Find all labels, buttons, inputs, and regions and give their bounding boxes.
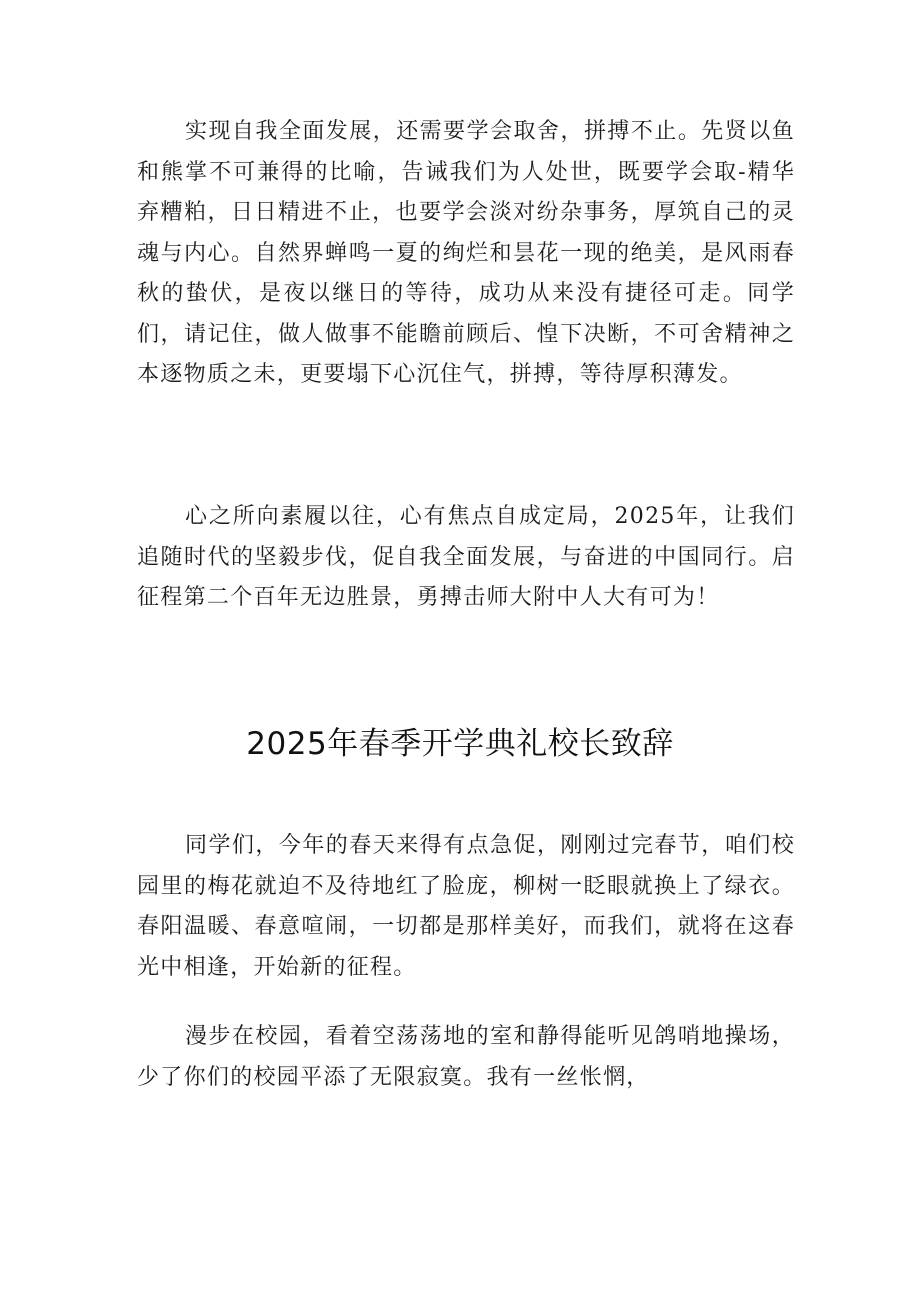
body-paragraph: 漫步在校园，看着空荡荡地的室和静得能听见鸽哨地操场，少了你们的校园平添了无限寂寞。我有一丝怅惘， [137,1024,795,1090]
speech-title: 2025年春季开学典礼校长致辞 [246,726,674,762]
body-paragraph: 实现自我全面发展，还需要学会取舍，拼搏不止。先贤以鱼和熊掌不可兼得的比喻，告诫我们为人处世，既要学会取-精华弃糟粕，日日精进不止，也要学会淡对纷杂事务，厚筑自己的灵魂与内心。自然界蝉鸣一夏的绚烂和昙花一现的绝美，是风雨春秋的蛰伏，是夜以继日的等待，成功从来没有捷径可走。同学们，请记住，做人做事不能瞻前顾后、惶下决断，不可舍精神之本逐物质之未，更要塌下心沉住气，拼搏，等待厚积薄发。 [137,119,795,387]
body-paragraph: 心之所向素履以往，心有焦点自成定局，2025年，让我们追随时代的坚毅步伐，促自我全面发展，与奋进的中国同行。启征程第二个百年无边胜景，勇搏击师大附中人大有可为！ [137,504,795,610]
body-paragraph: 同学们，今年的春天来得有点急促，刚刚过完春节，咱们校园里的梅花就迫不及待地红了脸庞，柳树一眨眼就换上了绿衣。春阳温暖、春意喧闹，一切都是那样美好，而我们，就将在这春光中相逢，开始新的征程。 [137,833,795,980]
